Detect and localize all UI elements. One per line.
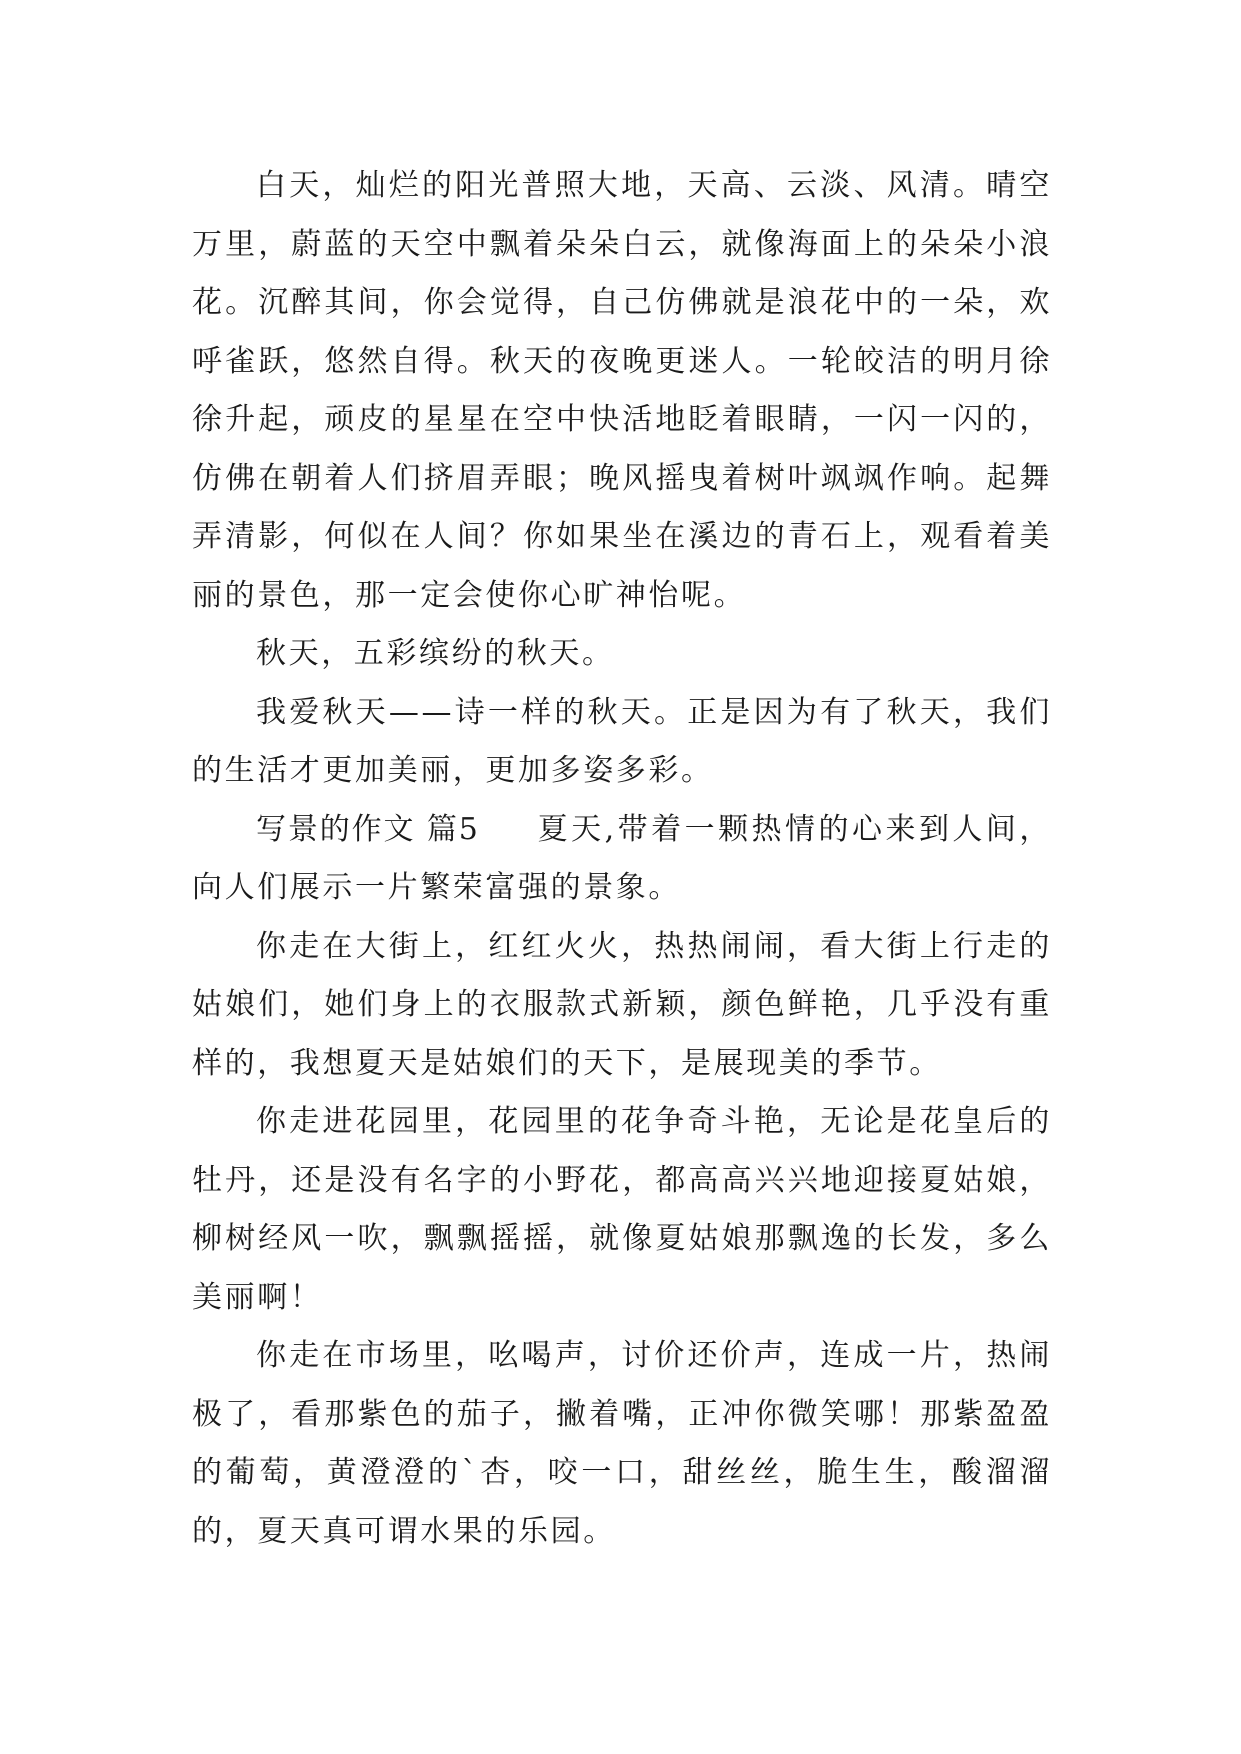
section-intro-text: 夏天,带着一颗热情的心来到人间，向人们展示一片繁荣富强的景象。: [192, 811, 1052, 905]
section-heading: 写景的作文 篇5: [256, 811, 479, 847]
paragraph-garden: 你走进花园里，花园里的花争奇斗艳，无论是花皇后的牡丹，还是没有名字的小野花，都高高兴兴地迎接夏姑娘，柳树经风一吹，飘飘摇摇，就像夏姑娘那飘逸的长发，多么美丽啊！: [192, 1104, 1052, 1315]
paragraph-street: 你走在大街上，红红火火，热热闹闹，看大街上行走的姑娘们，她们身上的衣服款式新颖，颜色鲜艳，几乎没有重样的，我想夏天是姑娘们的天下，是展现美的季节。: [192, 928, 1052, 1081]
document-body: [192, 157, 1052, 1561]
paragraph-love-autumn: 我爱秋天——诗一样的秋天。正是因为有了秋天，我们的生活才更加美丽，更加多姿多彩。: [192, 694, 1052, 788]
section-heading-paragraph: [192, 801, 1052, 918]
paragraph-autumn-colorful: 秋天，五彩缤纷的秋天。: [256, 636, 615, 671]
paragraph-daytime-night: 白天，灿烂的阳光普照大地，天高、云淡、风清。晴空万里，蔚蓝的天空中飘着朵朵白云，就像海面上的朵朵小浪花。沉醉其间，你会觉得，自己仿佛就是浪花中的一朵，欢呼雀跃，悠然自得。秋天的夜晚更迷人。一轮皎洁的明月徐徐升起，顽皮的星星在空中快活地眨着眼睛，一闪一闪的，仿佛在朝着人们挤眉弄眼；晚风摇曳着树叶飒飒作响。起舞弄清影，何似在人间？你如果坐在溪边的青石上，观看着美丽的景色，那一定会使你心旷神怡呢。: [192, 168, 1052, 613]
paragraph-market: 你走在市场里，吆喝声，讨价还价声，连成一片，热闹极了，看那紫色的茄子，撇着嘴，正冲你微笑哪！那紫盈盈的葡萄，黄澄澄的`杏，咬一口，甜丝丝，脆生生，酸溜溜的，夏天真可谓水果的乐园。: [192, 1338, 1052, 1549]
